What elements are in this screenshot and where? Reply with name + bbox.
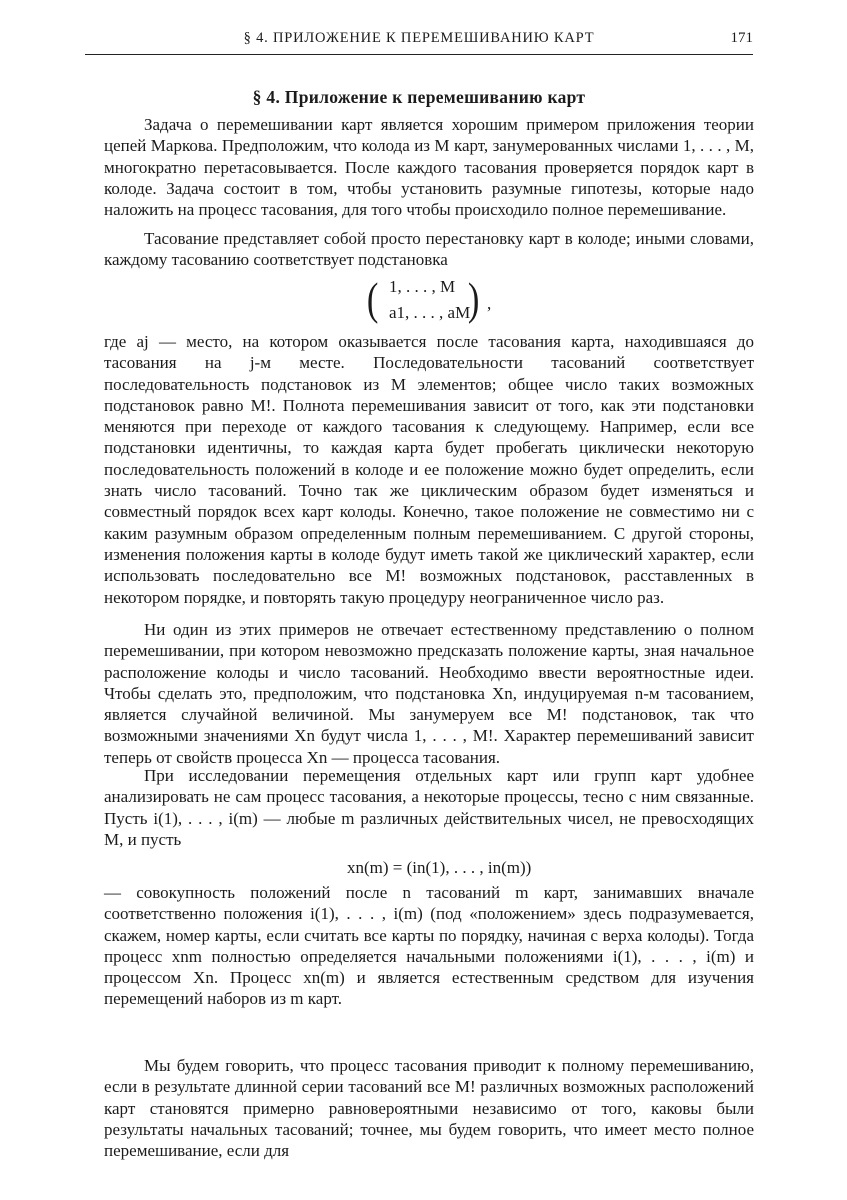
page-number: 171: [730, 30, 753, 46]
section-title: § 4. Приложение к перемешиванию карт: [252, 87, 586, 107]
paragraph-4: Ни один из этих примеров не отвечает естественному представлению о полном перемешивании, при котором невозможно предсказать положение карты, зная начальное расположение колоды и число тасований. Необходимо ввести вероятностные идеи. Чтобы сделать это, предположим, что подстановка Xn, индуцируемая n-м тасованием, является случайной величиной. Мы занумеруем все M! подстановок, так что возможными значениями Xn будут числа 1, . . . , M!. Характер перемешиваний зависит теперь от свойств процесса Xn — процесса тасования.: [104, 620, 754, 767]
paragraph-1: Задача о перемешивании карт является хорошим примером приложения теории цепей Маркова. Предположим, что колода из M карт, занумерованных числами 1, . . . , M, многократно перетасовывается. После каждого тасования проверяется порядок карт в колоде. Задача состоит в том, чтобы установить разумные гипотезы, которые надо наложить на процесс тасования, для того чтобы происходило полное перемешивание.: [104, 115, 754, 220]
right-paren: ): [467, 273, 480, 324]
paragraph-7: Мы будем говорить, что процесс тасования приводит к полному перемешиванию, если в результате длинной серии тасований все M! различных возможных расположений карт становятся примерно равновероятными независимо от того, каковы были результаты начальных тасований; точнее, мы будем говорить, что имеет место полное перемешивание, если для: [104, 1056, 754, 1161]
running-title: § 4. ПРИЛОЖЕНИЕ К ПЕРЕМЕШИВАНИЮ КАРТ: [243, 30, 595, 46]
positions-formula: xn(m) = (in(1), . . . , in(m)): [347, 858, 532, 877]
permutation-formula: [365, 274, 505, 330]
paragraph-5: При исследовании перемещения отдельных карт или групп карт удобнее анализировать не сам процесс тасования, а некоторые процессы, тесно с ним связанные. Пусть i(1), . . . , i(m) — любые m различных действительных чисел, не превосходящих M, и пусть: [104, 766, 754, 849]
left-paren: (: [366, 273, 379, 324]
permutation-bottom-row: a1, . . . , aM: [389, 303, 471, 322]
permutation-top-row: 1, . . . , M: [389, 277, 456, 296]
paragraph-3: где aj — место, на котором оказывается после тасования карта, находившаяся до тасования на j-м месте. Последовательности тасований соответствует последовательность подстановок из M элементов; общее число таких возможных подстановок равно M!. Полнота перемешивания зависит от того, как эти подстановки меняются при переходе от каждого тасования к следующему. Например, если все подстановки идентичны, то каждая карта будет пробегать циклически некоторую последовательность положений в колоде и ее положение можно будет определить, если знать число тасований. Точно так же циклическим образом будет изменяться и совместный порядок всех карт колоды. Конечно, такое положение не совместимо ни с каким разумным образом определенным полным перемешиванием. С другой стороны, изменения положения карты в колоде будут иметь такой же циклический характер, если использовать последовательно все M! возможных подстановок, расставленных в некотором порядке, и повторять такую процедуру неограниченное число раз.: [104, 332, 754, 607]
running-head: [85, 28, 753, 55]
paragraph-2: Тасование представляет собой просто перестановку карт в колоде; иными словами, каждому тасованию соответствует подстановка: [104, 229, 754, 270]
formula-comma: ,: [487, 294, 492, 313]
paragraph-6: — совокупность положений после n тасований m карт, занимавших вначале соответственно положения i(1), . . . , i(m) (под «положением» здесь подразумевается, скажем, номер карты, если считать все карты по порядку, начиная с верха колоды). Тогда процесс xnm полностью определяется начальными положениями i(1), . . . , i(m) и процессом Xn. Процесс xn(m) и является естественным средством для изучения перемещений наборов из m карт.: [104, 883, 754, 1009]
